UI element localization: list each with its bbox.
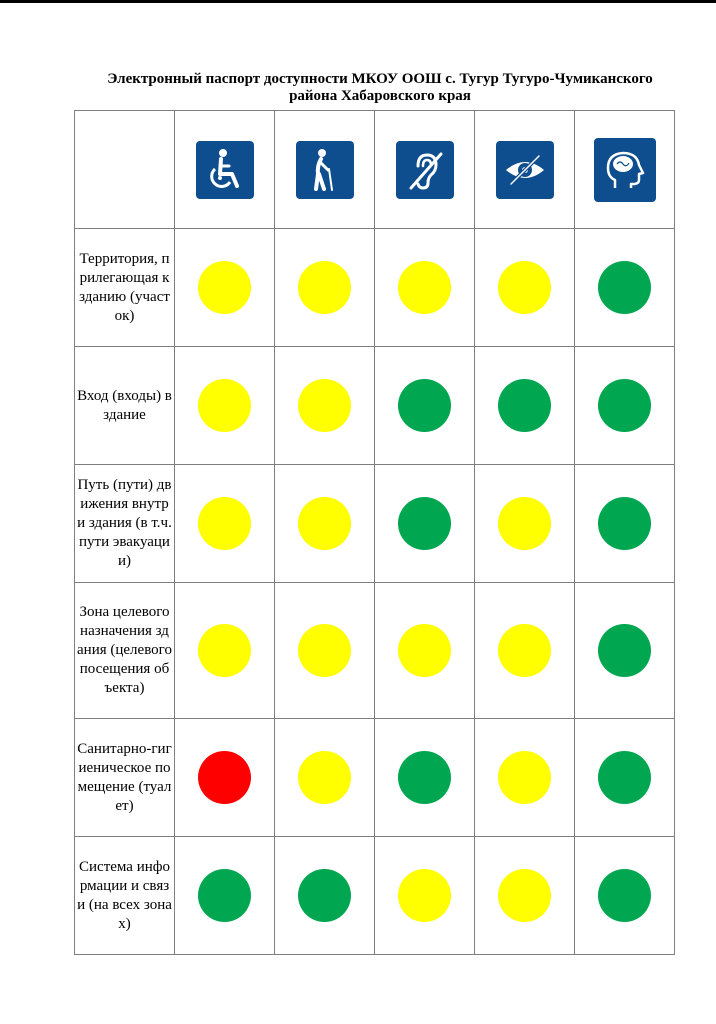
status-dot-red [198,751,251,804]
elderly-cane-icon [296,141,354,199]
status-dot-green [598,869,651,922]
status-dot-yellow [398,624,451,677]
status-dot-yellow [198,379,251,432]
status-dot-green [598,624,651,677]
status-dot-yellow [498,497,551,550]
hearing-impaired-icon [396,141,454,199]
table-row [75,719,675,837]
document-title: Электронный паспорт доступности МКОУ ООШ с. Тугур Тугуро-Чумиканского района Хабаровского края [107,71,653,104]
status-dot-green [298,869,351,922]
status-dot-green [598,497,651,550]
header-cell-vision [475,111,575,229]
status-dot-yellow [298,497,351,550]
row-label: Вход (входы) в здание [75,347,175,465]
status-dot-yellow [498,624,551,677]
status-dot-green [398,379,451,432]
header-cell-cognitive [575,111,675,229]
wheelchair-icon [196,141,254,199]
status-dot-green [598,751,651,804]
status-dot-yellow [498,751,551,804]
row-label: Санитарно-гигиеническое помещение (туалет) [75,719,175,837]
header-empty-cell [75,111,175,229]
status-dot-green [398,497,451,550]
status-dot-yellow [498,869,551,922]
status-dot-green [198,869,251,922]
status-dot-yellow [398,869,451,922]
status-dot-yellow [198,497,251,550]
accessibility-table [74,110,675,955]
table-row [75,837,675,955]
status-dot-green [398,751,451,804]
header-cell-elderly [275,111,375,229]
status-dot-yellow [298,751,351,804]
status-dot-yellow [298,261,351,314]
top-border [0,0,716,3]
icon-header-row [75,111,675,229]
status-dot-yellow [398,261,451,314]
header-cell-wheelchair [175,111,275,229]
row-label: Путь (пути) движения внутри здания (в т.ч. пути эвакуации) [75,465,175,583]
cognitive-impaired-icon [594,138,656,202]
header-cell-hearing [375,111,475,229]
table-row [75,347,675,465]
table-row [75,583,675,719]
status-dot-yellow [298,379,351,432]
visually-impaired-icon [496,141,554,199]
status-dot-green [498,379,551,432]
status-dot-yellow [298,624,351,677]
status-dot-green [598,261,651,314]
table-row [75,465,675,583]
row-label: Территория, прилегающая к зданию (участок) [75,229,175,347]
status-dot-yellow [198,261,251,314]
status-dot-yellow [198,624,251,677]
status-dot-yellow [498,261,551,314]
row-label: Система информации и связи (на всех зонах) [75,837,175,955]
status-dot-green [598,379,651,432]
table-row [75,229,675,347]
row-label: Зона целевого назначения здания (целевого посещения объекта) [75,583,175,719]
